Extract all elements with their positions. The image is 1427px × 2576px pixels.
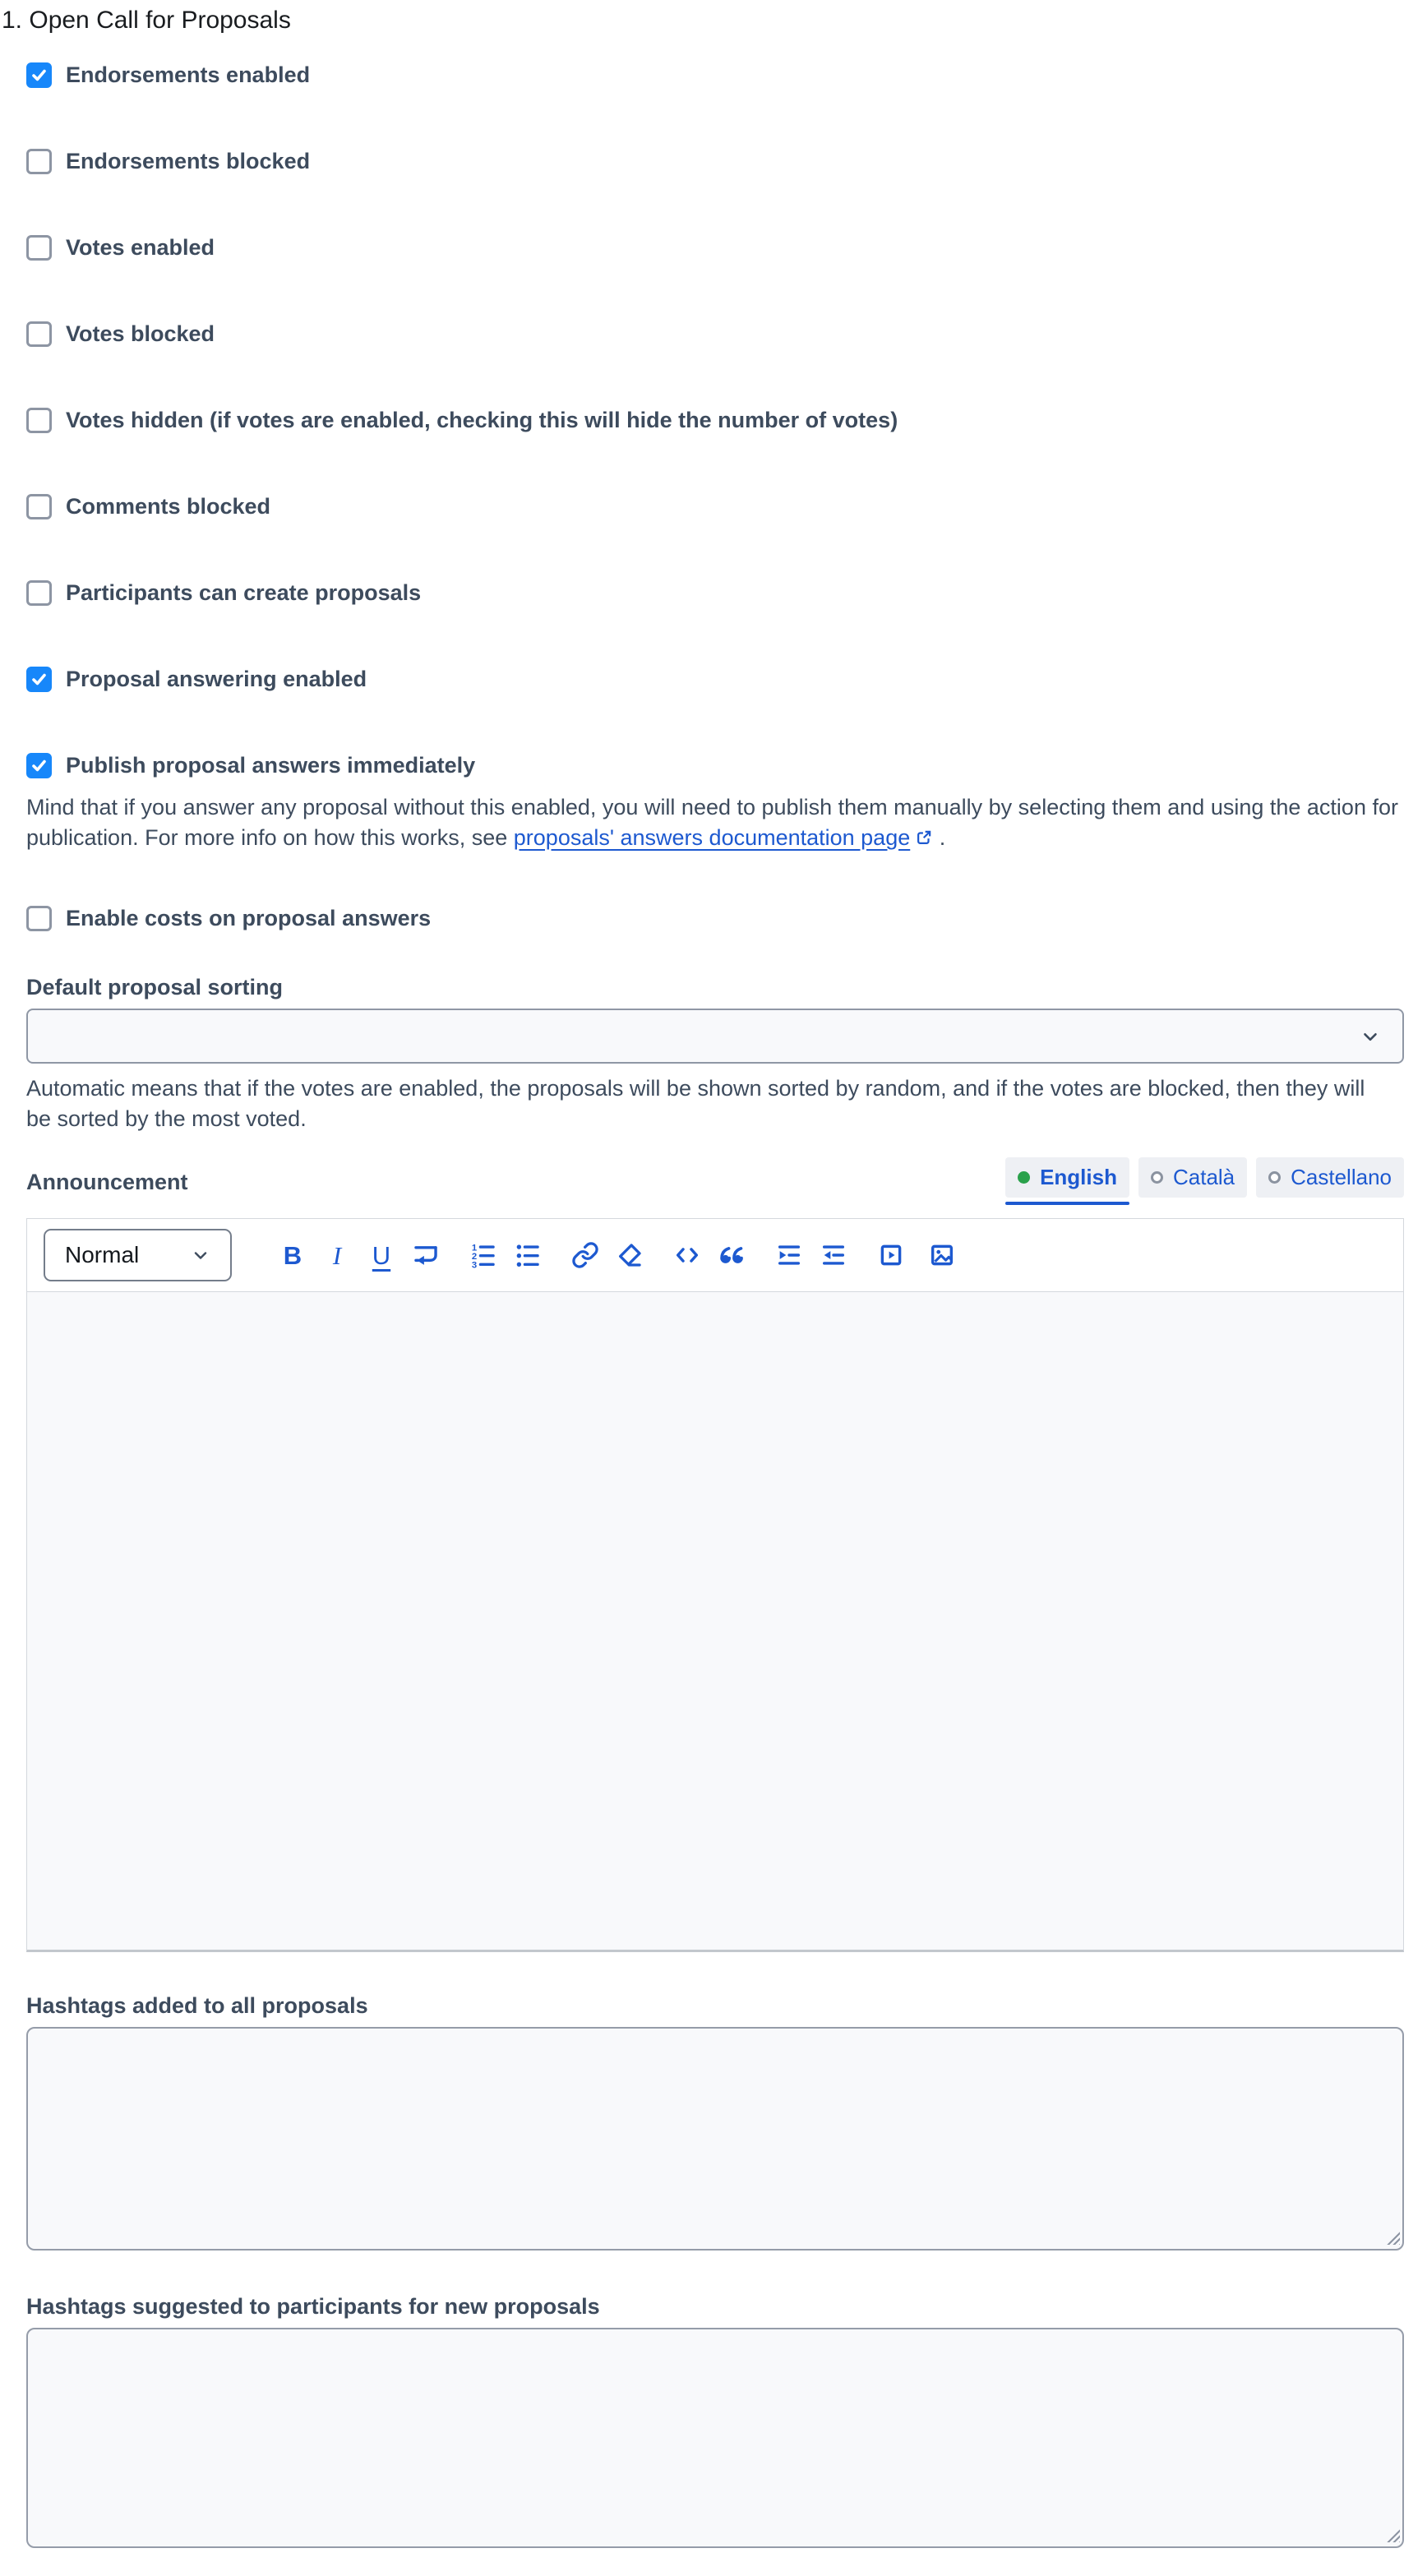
help-text-suffix: . — [933, 825, 946, 850]
endorsements-blocked-checkbox[interactable] — [26, 149, 52, 174]
ordered-list-icon — [469, 1241, 497, 1269]
tab-status-dot — [1151, 1171, 1163, 1184]
toolbar-group-media — [873, 1237, 960, 1273]
clear-format-icon — [616, 1241, 644, 1269]
language-tab-catala[interactable] — [1138, 1157, 1247, 1198]
toolbar-group-block — [669, 1237, 750, 1273]
language-tab-english[interactable] — [1005, 1157, 1129, 1198]
comments-blocked-checkbox[interactable] — [26, 494, 52, 519]
participants-create-proposals-checkbox[interactable] — [26, 580, 52, 606]
checkmark-icon — [30, 67, 48, 84]
checkbox-label[interactable]: Votes enabled — [66, 235, 215, 260]
chevron-down-icon — [1360, 1026, 1381, 1047]
video-icon — [877, 1241, 905, 1269]
hashtags-added-textarea[interactable] — [26, 2027, 1404, 2251]
language-tabs — [1005, 1157, 1404, 1198]
checkbox-row-endorsements-enabled — [26, 61, 1404, 89]
toolbar-group-lists — [465, 1237, 546, 1273]
bullet-list-button[interactable] — [510, 1237, 546, 1273]
blockquote-button[interactable] — [714, 1237, 750, 1273]
active-tab-underline — [1005, 1202, 1129, 1205]
svg-text:2: 2 — [471, 1251, 478, 1262]
endorsements-enabled-checkbox[interactable] — [26, 62, 52, 88]
image-button[interactable] — [924, 1237, 960, 1273]
underline-icon: U — [372, 1240, 391, 1270]
default-sorting-help-text: Automatic means that if the votes are enabled, the proposals will be shown sorted by random, and if the votes are blocked, then they will be sorted by the most voted. — [26, 1076, 1365, 1131]
tab-status-dot — [1018, 1171, 1030, 1184]
italic-button[interactable] — [319, 1237, 355, 1273]
language-tab-label: Català — [1172, 1165, 1235, 1189]
checkbox-label[interactable]: Publish proposal answers immediately — [66, 753, 476, 778]
checkbox-label[interactable]: Votes hidden (if votes are enabled, checking this will hide the number of votes) — [66, 408, 898, 432]
checkbox-row-endorsements-blocked — [26, 147, 1404, 175]
proposal-answering-enabled-checkbox[interactable] — [26, 667, 52, 692]
checkbox-row-participants-create — [26, 579, 1404, 607]
line-break-button[interactable] — [408, 1237, 444, 1273]
hashtags-suggested-textarea[interactable] — [26, 2328, 1404, 2548]
tab-status-dot — [1268, 1171, 1281, 1184]
enable-costs-checkbox[interactable] — [26, 906, 52, 931]
votes-hidden-checkbox[interactable] — [26, 408, 52, 433]
checkbox-label[interactable]: Proposal answering enabled — [66, 667, 367, 691]
clear-format-button[interactable] — [612, 1237, 648, 1273]
bold-icon: B — [283, 1240, 302, 1270]
form-fields — [2, 61, 1404, 2548]
toolbar-group-text-format — [275, 1237, 444, 1273]
indent-button[interactable] — [771, 1237, 807, 1273]
blockquote-icon — [718, 1241, 746, 1269]
checkbox-row-proposal-answering — [26, 665, 1404, 693]
italic-icon: I — [332, 1240, 342, 1270]
checkbox-label[interactable]: Participants can create proposals — [66, 580, 422, 605]
code-icon — [673, 1241, 701, 1269]
link-icon — [571, 1241, 599, 1269]
language-tab-label: English — [1040, 1165, 1117, 1189]
votes-enabled-checkbox[interactable] — [26, 235, 52, 261]
hashtags-added-field — [26, 2027, 1404, 2251]
chevron-down-icon — [191, 1245, 210, 1265]
default-sorting-select[interactable] — [26, 1009, 1404, 1064]
announcement-header — [26, 1157, 1404, 1198]
paragraph-style-value: Normal — [65, 1242, 140, 1267]
line-break-icon — [412, 1241, 440, 1269]
bold-button[interactable] — [275, 1237, 311, 1273]
language-tab-castellano[interactable] — [1256, 1157, 1404, 1198]
checkbox-label[interactable]: Endorsements blocked — [66, 149, 311, 173]
editor-toolbar — [27, 1219, 1403, 1292]
language-tab-label: Castellano — [1291, 1165, 1392, 1189]
documentation-page-link[interactable]: proposals' answers documentation page — [513, 825, 911, 850]
announcement-rich-text-editor — [26, 1218, 1404, 1952]
hashtags-added-label: Hashtags added to all proposals — [26, 1993, 368, 2018]
svg-text:3: 3 — [471, 1260, 478, 1269]
indent-icon — [775, 1241, 803, 1269]
hashtags-suggested-label: Hashtags suggested to participants for new proposals — [26, 2294, 600, 2319]
checkmark-icon — [30, 671, 48, 688]
toolbar-group-link — [567, 1237, 648, 1273]
outdent-icon — [820, 1241, 847, 1269]
ordered-list-button[interactable] — [465, 1237, 501, 1273]
checkbox-row-votes-blocked — [26, 320, 1404, 348]
bullet-list-icon — [514, 1241, 542, 1269]
checkbox-row-votes-enabled — [26, 233, 1404, 261]
checkmark-icon — [30, 757, 48, 774]
announcement-label: Announcement — [26, 1170, 188, 1194]
editor-content-area[interactable] — [27, 1292, 1403, 1950]
checkbox-row-publish-answers — [26, 751, 1404, 779]
checkbox-row-enable-costs — [26, 904, 1404, 932]
help-text-prefix: Mind that if you answer any proposal without this enabled, you will need to publish them manually by selecting them and using the action for publication. For more info on how this works, see — [26, 795, 1398, 850]
checkbox-row-comments-blocked — [26, 492, 1404, 520]
publish-answers-help-text — [26, 792, 1404, 853]
page-title: 1. Open Call for Proposals — [2, 7, 291, 34]
default-sorting-label: Default proposal sorting — [26, 975, 284, 999]
checkbox-label[interactable]: Votes blocked — [66, 321, 215, 346]
toolbar-group-indent — [771, 1237, 852, 1273]
svg-text:1: 1 — [471, 1243, 478, 1253]
checkbox-label[interactable]: Endorsements enabled — [66, 62, 311, 87]
image-icon — [928, 1241, 956, 1269]
votes-blocked-checkbox[interactable] — [26, 321, 52, 347]
hashtags-suggested-field — [26, 2328, 1404, 2548]
paragraph-style-select[interactable] — [44, 1229, 232, 1281]
checkbox-label[interactable]: Comments blocked — [66, 494, 271, 519]
checkbox-row-votes-hidden — [26, 406, 1404, 434]
code-button[interactable] — [669, 1237, 705, 1273]
publish-answers-immediately-checkbox[interactable] — [26, 753, 52, 778]
video-button[interactable] — [873, 1237, 909, 1273]
outdent-button[interactable] — [815, 1237, 852, 1273]
underline-button[interactable] — [363, 1237, 399, 1273]
checkbox-label[interactable]: Enable costs on proposal answers — [66, 906, 432, 930]
link-button[interactable] — [567, 1237, 603, 1273]
external-link-icon — [915, 829, 933, 847]
